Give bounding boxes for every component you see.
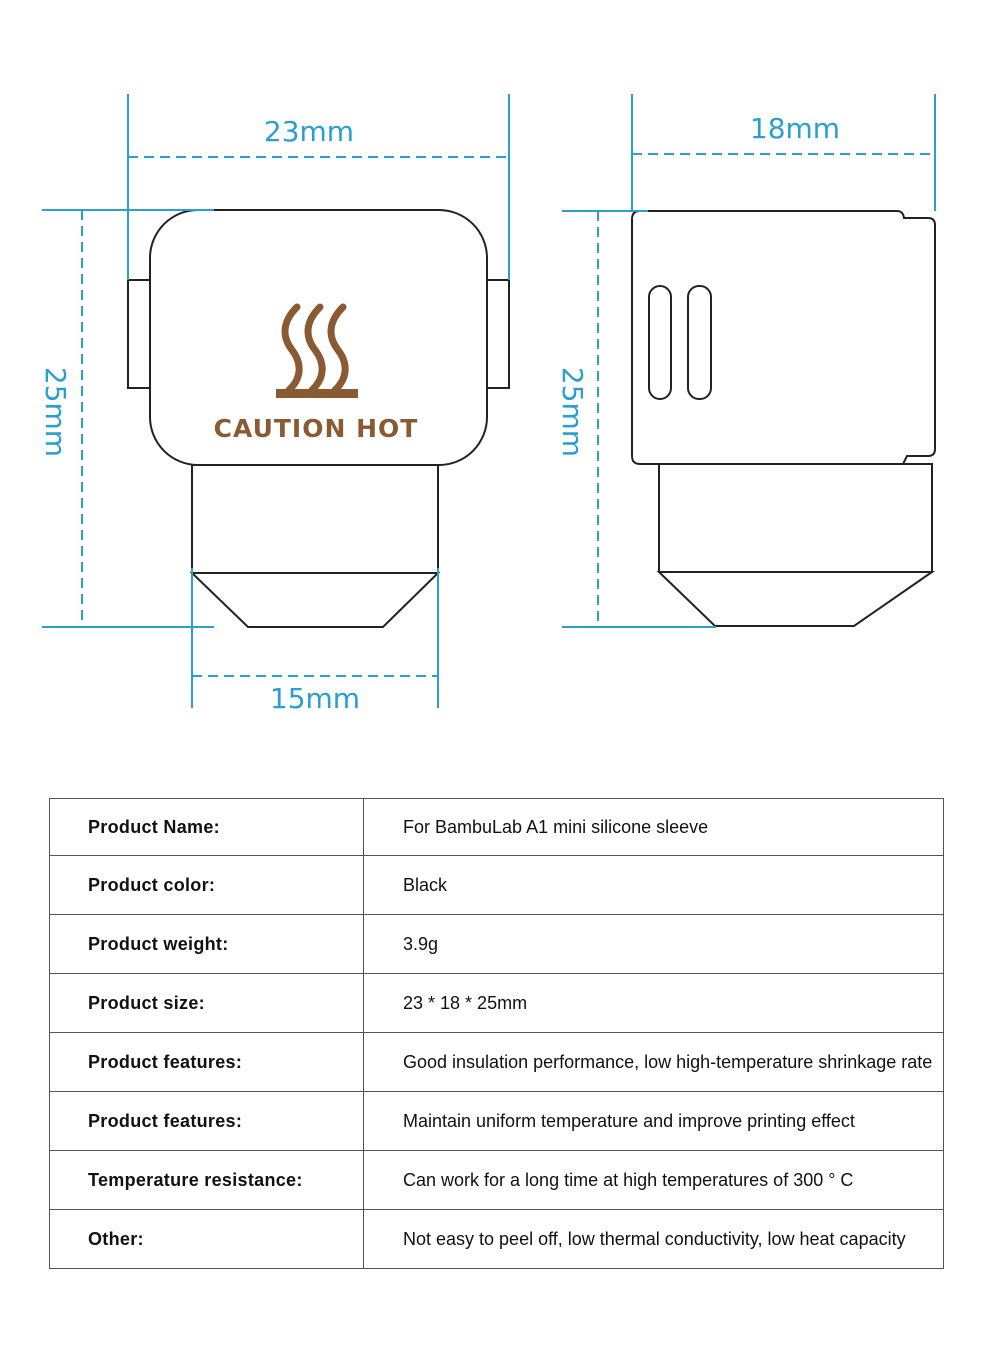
side-height-label: 25mm (556, 366, 589, 458)
spec-label: Product size: (50, 974, 364, 1033)
spec-label: Product color: (50, 856, 364, 915)
side-view (632, 211, 935, 626)
front-width-label: 23mm (263, 115, 355, 148)
table-row (50, 799, 944, 856)
spec-value: Good insulation performance, low high-temperature shrinkage rate (364, 1033, 944, 1092)
spec-value: Black (364, 856, 944, 915)
spec-label: Temperature resistance: (50, 1151, 364, 1210)
spec-value: Maintain uniform temperature and improve printing effect (364, 1092, 944, 1151)
front-height-label: 25mm (39, 366, 72, 458)
spec-label: Other: (50, 1210, 364, 1269)
table-row (50, 915, 944, 974)
table-row (50, 1092, 944, 1151)
spec-label: Product features: (50, 1033, 364, 1092)
caution-hot-label: CAUTION HOT (213, 414, 419, 443)
heat-base-bar (276, 389, 358, 398)
spec-label: Product Name: (50, 799, 364, 856)
side-body (632, 211, 935, 464)
side-width-label: 18mm (749, 112, 841, 145)
table-row (50, 1033, 944, 1092)
table-row (50, 974, 944, 1033)
front-left-tab (128, 280, 150, 388)
spec-value: For BambuLab A1 mini silicone sleeve (364, 799, 944, 856)
front-nozzle-taper (192, 573, 438, 627)
spec-value: Not easy to peel off, low thermal conductivity, low heat capacity (364, 1210, 944, 1269)
front-right-tab (487, 280, 509, 388)
side-lower-block (659, 464, 932, 572)
table-row (50, 1151, 944, 1210)
spec-table (49, 798, 944, 1269)
front-lower-block (192, 465, 438, 573)
spec-value: 3.9g (364, 915, 944, 974)
spec-label: Product features: (50, 1092, 364, 1151)
table-row (50, 1210, 944, 1269)
table-row (50, 856, 944, 915)
side-nozzle-taper (659, 572, 932, 626)
spec-value: Can work for a long time at high temperatures of 300 ° C (364, 1151, 944, 1210)
spec-label: Product weight: (50, 915, 364, 974)
spec-value: 23 * 18 * 25mm (364, 974, 944, 1033)
front-bottom-width-label: 15mm (269, 682, 361, 715)
